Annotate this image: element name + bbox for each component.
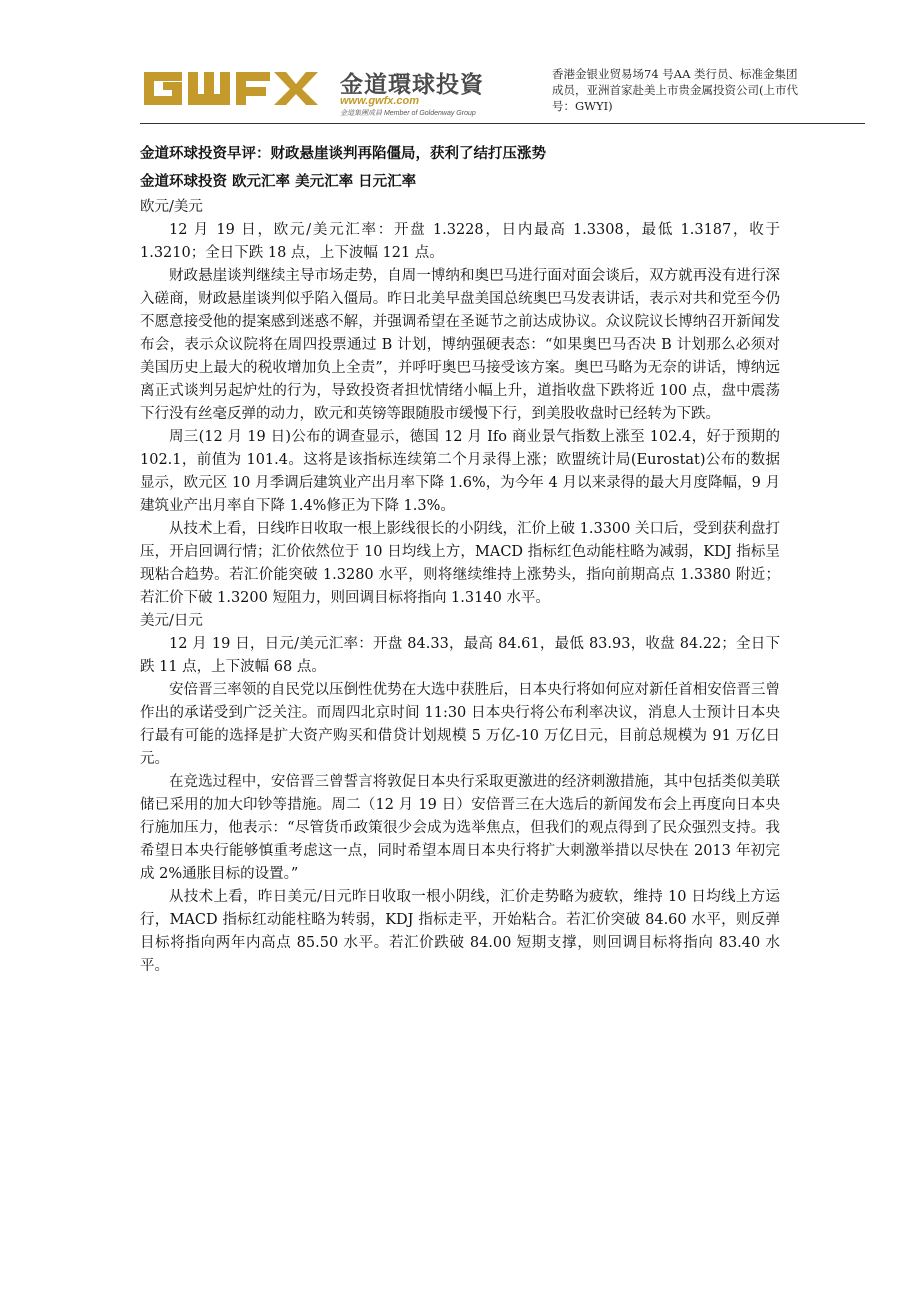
paragraph: 从技术上看，昨日美元/日元昨日收取一根小阴线，汇价走势略为疲软，维持 10 日均线上方运行，MACD 指标红动能柱略为转弱，KDJ 指标走平，开始粘合。若汇价突破 84.60 水平，则反弹目标将指向两年内高点 85.50 水平。若汇价跌破 84.00 短期支撑，则回调目标将指向 83.40 水平。 xyxy=(140,889,780,974)
paragraph: 12 月 19 日，欧元/美元汇率：开盘 1.3228，日内最高 1.3308，最低 1.3187，收于 1.3210；全日下跌 18 点，上下波幅 121 点。 xyxy=(140,222,780,261)
page-header xyxy=(140,60,865,124)
gwfx-logo xyxy=(140,64,500,116)
paragraph: 在竞选过程中，安倍晋三曾誓言将敦促日本央行采取更激进的经济刺激措施，其中包括类似美联储已采用的加大印钞等措施。周二（12 月 19 日）安倍晋三在大选后的新闻发布会上再度向日本央行施加压力，他表示：“尽管货币政策很少会成为选举焦点，但我们的观点得到了民众强烈支持。我希望日本央行能够慎重考虑这一点，同时希望本周日本央行将扩大刺激举措以尽快在 2013 年初完成 2%通胀目标的设置。” xyxy=(140,774,780,882)
paragraph: 安倍晋三率领的自民党以压倒性优势在大选中获胜后，日本央行将如何应对新任首相安倍晋三曾作出的承诺受到广泛关注。而周四北京时间 11:30 日本央行将公布利率决议，消息人士预计日本央行最有可能的选择是扩大资产购买和借贷计划规模 5 万亿-10 万亿日元，目前总规模为 91 万亿日元。 xyxy=(140,682,780,767)
logo-website: www.gwfx.com xyxy=(340,95,420,107)
company-info: 香港金银业贸易场74 号AA 类行员、标准金集团成员，亚洲首家赴美上市贵金属投资公司(上市代号：GWYI) xyxy=(552,67,798,113)
article-title: 金道环球投资早评：财政悬崖谈判再陷僵局，获利了结打压涨势 xyxy=(140,146,546,162)
paragraph: 周三(12 月 19 日)公布的调查显示，德国 12 月 Ifo 商业景气指数上涨至 102.4，好于预期的 102.1，前值为 101.4。这将是该指标连续第二个月录得上涨；欧盟统计局(Eurostat)公布的数据显示，欧元区 10 月季调后建筑业产出月率下降 1.6%，为今年 4 月以来录得的最大月度降幅，9 月建筑业产出月率自下降 1.4%修正为下降 1.3%。 xyxy=(140,429,780,514)
logo-member-line: 金道集團成員 Member of Goldenway Group xyxy=(340,110,476,117)
paragraph: 12 月 19 日，日元/美元汇率：开盘 84.33，最高 84.61，最低 83.93，收盘 84.22；全日下跌 11 点，上下波幅 68 点。 xyxy=(140,636,780,675)
section-eur-usd xyxy=(140,196,780,610)
section-label: 欧元/美元 xyxy=(140,199,203,215)
gwfx-logo-mark-icon xyxy=(140,64,336,112)
paragraph: 财政悬崖谈判继续主导市场走势，自周一博纳和奥巴马进行面对面会谈后，双方就再没有进行深入磋商，财政悬崖谈判似乎陷入僵局。昨日北美早盘美国总统奥巴马发表讲话，表示对共和党至今仍不愿意接受他的提案感到迷惑不解，并强调希望在圣诞节之前达成协议。众议院议长博纳召开新闻发布会，表示众议院将在周四投票通过 B 计划，博纳强硬表态：“如果奥巴马否决 B 计划那么必须对美国历史上最大的税收增加负上全责”，并呼吁奥巴马接受该方案。奥巴马略为无奈的讲话，博纳远离正式谈判另起炉灶的行为，导致投资者担忧情绪小幅上升，道指收盘下跌将近 100 点，盘中震荡下行没有丝毫反弹的动力，欧元和英镑等跟随股市缓慢下行，到美股收盘时已经转为下跌。 xyxy=(140,268,780,422)
header-divider xyxy=(140,123,865,124)
paragraph: 从技术上看，日线昨日收取一根上影线很长的小阴线，汇价上破 1.3300 关口后，受到获利盘打压，开启回调行情；汇价依然位于 10 日均线上方，MACD 指标红色动能柱略为减弱，KDJ 指标呈现粘合趋势。若汇价能突破 1.3280 水平，则将继续维持上涨势头，指向前期高点 1.3380 附近；若汇价下破 1.3200 短阻力，则回调目标将指向 1.3140 水平。 xyxy=(140,521,780,606)
section-label: 美元/日元 xyxy=(140,613,203,629)
logo-chinese-name: 金道環球投資 xyxy=(340,72,484,98)
section-usd-jpy xyxy=(140,610,780,978)
article xyxy=(140,140,780,978)
article-subtitle: 金道环球投资 欧元汇率 美元汇率 日元汇率 xyxy=(140,174,417,190)
